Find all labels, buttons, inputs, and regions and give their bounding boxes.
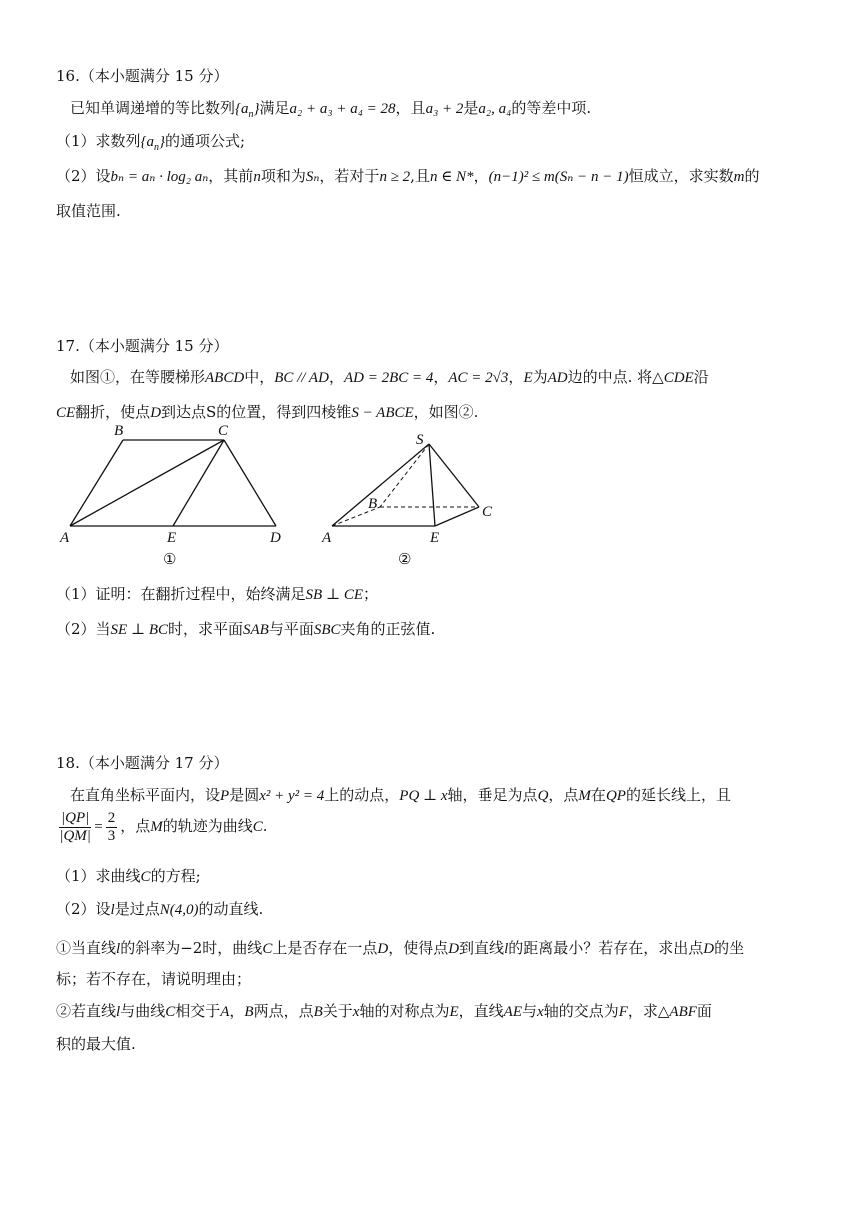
label-D: D (270, 530, 281, 546)
q18-stem: 在直角坐标平面内，设P是圆x² + y² = 4上的动点，PQ ⊥ x轴，垂足为点Q，点M在QP的延长线上，且 (70, 786, 731, 804)
value-fraction: $\frac{2}{3}$ (107, 809, 116, 844)
label-A: A (322, 530, 332, 546)
edge-AC (70, 440, 224, 526)
label-C: C (482, 504, 493, 520)
label-E: E (430, 530, 440, 546)
figure-caption-1: ① (163, 552, 177, 568)
q17-stem: 如图①，在等腰梯形ABCD中，BC // AD，AD = 2BC = 4，AC = 2√3，E为AD边的中点. 将△CDE沿 (70, 368, 709, 386)
q16-header: 16.（本小题满分 15 分） (56, 67, 229, 85)
q18-header: 18.（本小题满分 17 分） (56, 754, 229, 772)
q18-part2: （2）设l是过点N(4,0)的动直线. (56, 900, 264, 918)
edge-CE (173, 440, 224, 526)
q16-stem: 已知单调递增的等比数列$\{a_n\}$满足a₂ + a₃ + a₄ = 28，且a₃ + 2是a₂, a₄的等差中项. (70, 99, 592, 120)
label-A: A (60, 530, 70, 546)
q18-sub2: ②若直线l与曲线C相交于A，B两点，点B关于x轴的对称点为E，直线AE与x轴的交点为F，求△ABF面 (56, 1002, 712, 1020)
edge-CD (224, 440, 276, 526)
label-B: B (368, 496, 378, 512)
q17-stem-cont: CE翻折，使点D到达点S的位置，得到四棱锥S − ABCE，如图②. (56, 403, 479, 421)
label-B: B (114, 423, 124, 439)
q16-part1: （1）求数列$\{a_n\}$的通项公式; (56, 132, 246, 153)
figure-pyramid (316, 420, 516, 570)
figure-caption-2: ② (398, 552, 412, 568)
edge-SE (429, 444, 435, 526)
label-S: S (416, 432, 424, 448)
label-C: C (218, 423, 229, 439)
q18-sub1-cont: 标；若不存在，请说明理由； (56, 970, 252, 988)
ratio-fraction: $\frac{|QP|}{|QM|}$ (59, 809, 91, 844)
label-E: E (167, 530, 177, 546)
edge-EC (435, 507, 479, 526)
q17-header: 17.（本小题满分 15 分） (56, 337, 229, 355)
q16-part2-cont: 取值范围. (56, 202, 121, 220)
edge-SA (332, 444, 429, 526)
q16-part2: （2）设bₙ = aₙ · log₂ aₙ，其前n项和为Sₙ，若对于n ≥ 2,且n ∈ N*，(n−1)² ≤ m(Sₙ − n − 1)恒成立，求实数m的 (56, 167, 760, 185)
q18-sub1: ①当直线l的斜率为−2时，曲线C上是否存在一点D，使得点D到直线l的距离最小？若存在，求出点D的坐 (56, 939, 745, 957)
q18-part1: （1）求曲线C的方程; (56, 867, 201, 885)
edge-AB (70, 440, 123, 526)
figure-trapezoid (56, 420, 296, 570)
edge-SB-hidden (380, 444, 429, 507)
q17-part2: （2）当SE ⊥ BC时，求平面SAB与平面SBC夹角的正弦值. (56, 620, 436, 638)
edge-SC (429, 444, 479, 507)
q18-sub2-cont: 积的最大值. (56, 1035, 136, 1053)
q18-stem-fraction: $\frac{|QP|}{|QM|}$ = $\frac{2}{3}$ ，点M的轨迹为曲线C. (59, 809, 268, 844)
q17-part1: （1）证明：在翻折过程中，始终满足SB ⊥ CE； (56, 585, 378, 603)
